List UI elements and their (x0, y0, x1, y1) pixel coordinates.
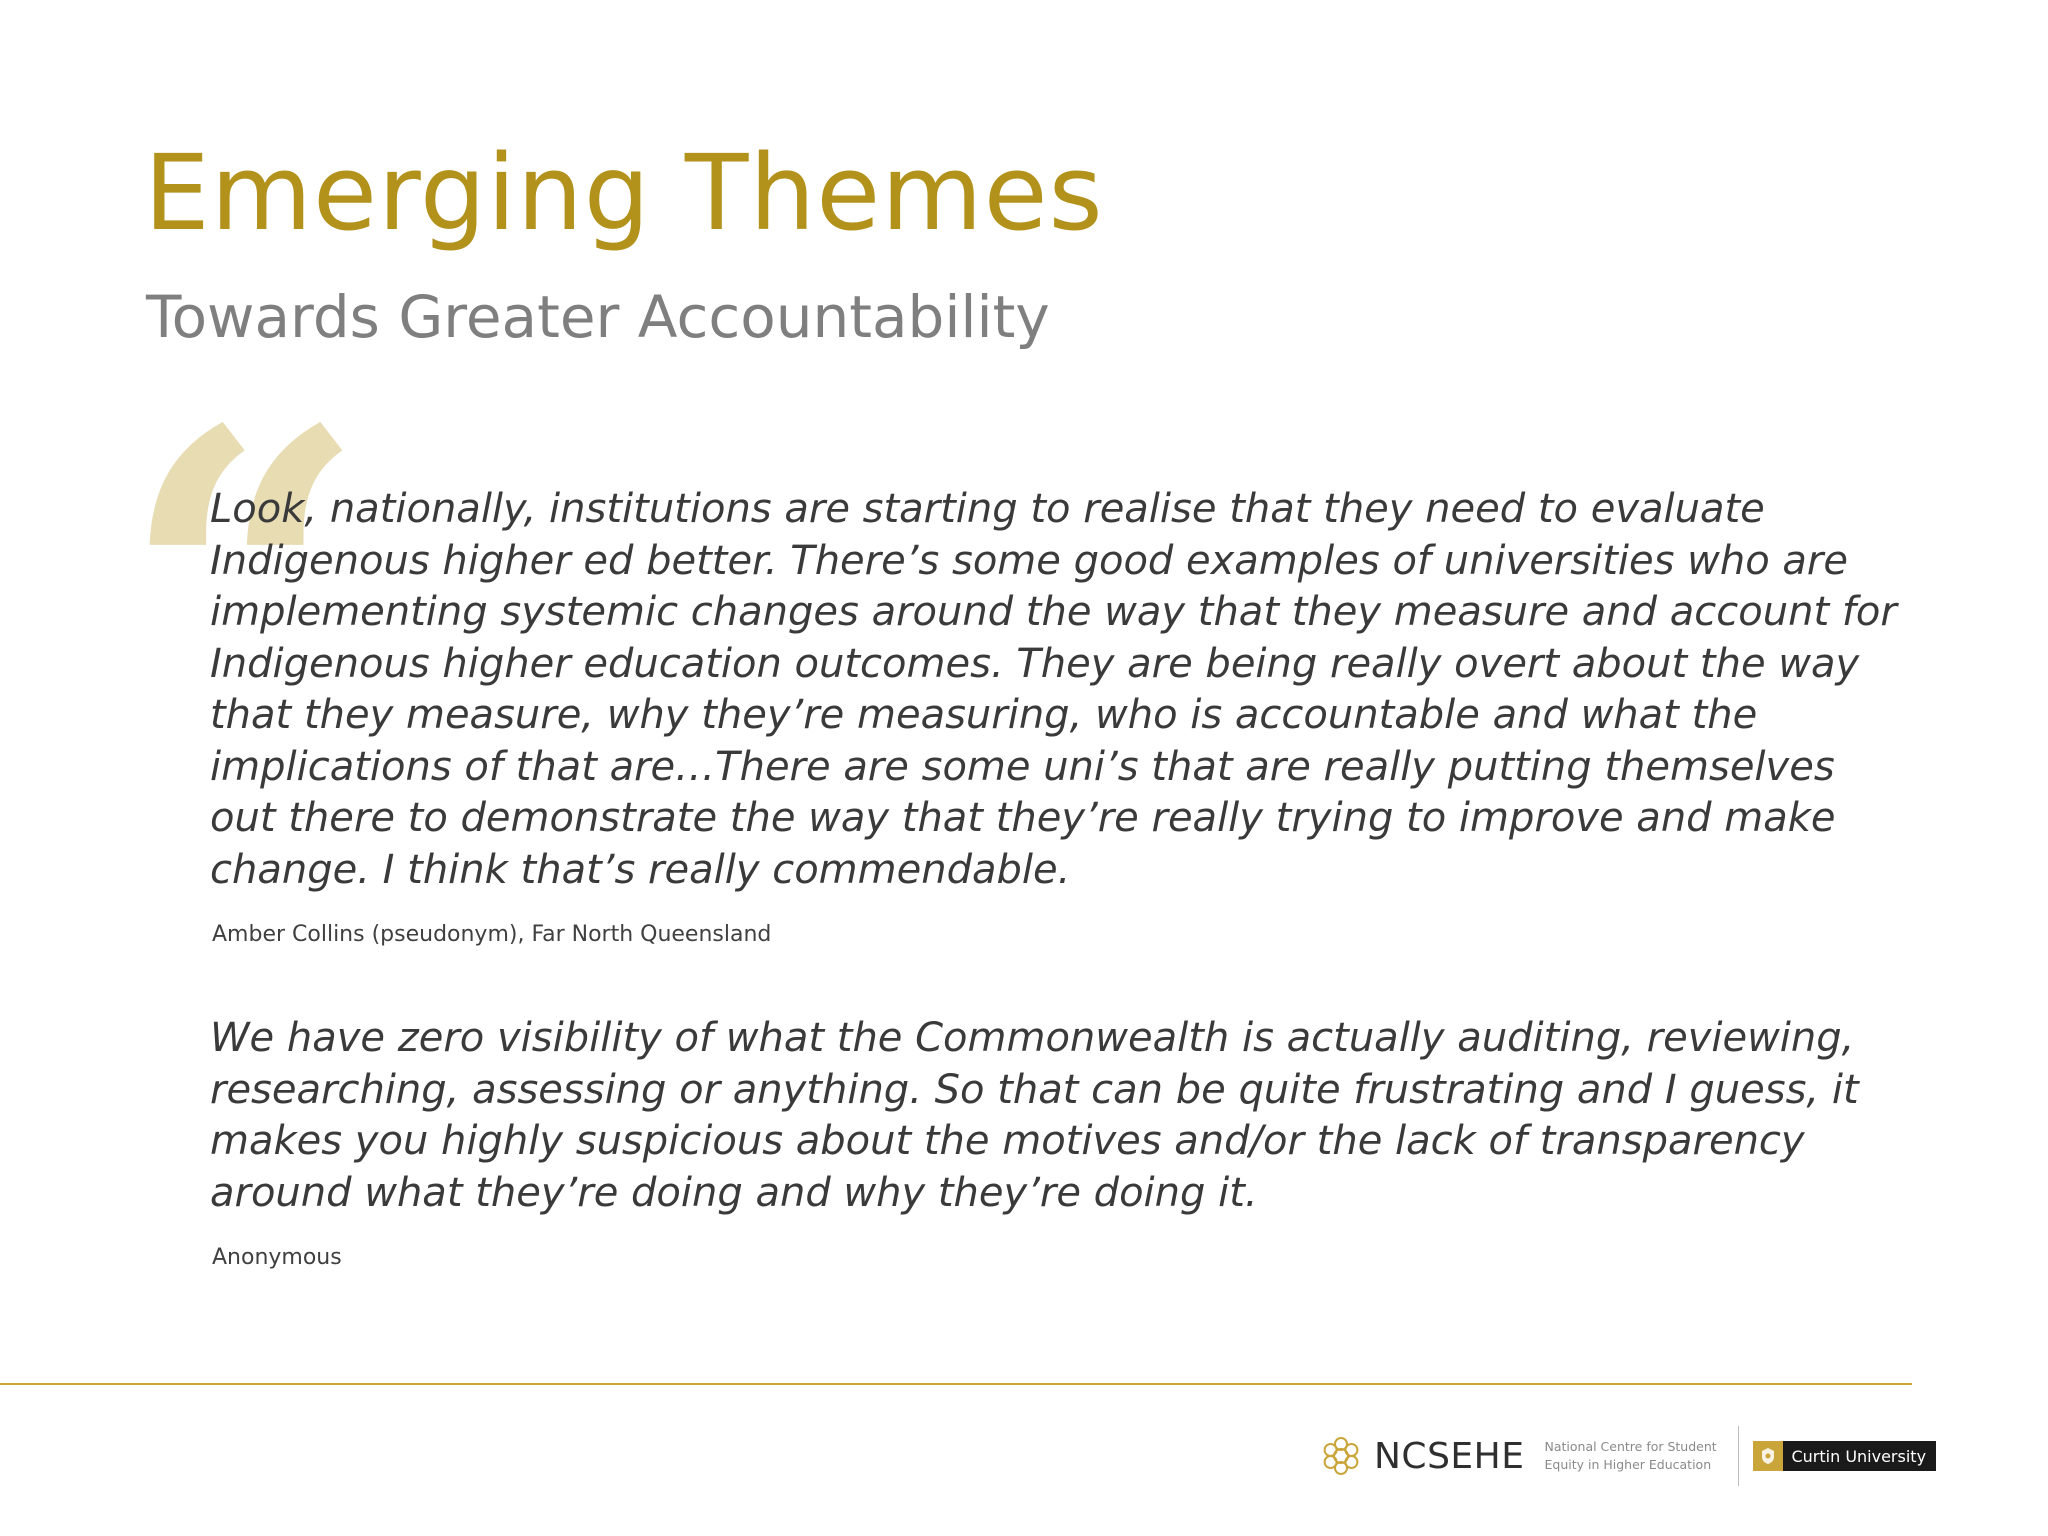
ncsehe-wordmark: NCSEHE (1374, 1435, 1525, 1477)
quote-mark-icon: “ (120, 338, 368, 843)
ncsehe-description-line: National Centre for Student (1544, 1438, 1717, 1454)
footer-divider (0, 1383, 1912, 1385)
quote-block (210, 1013, 1900, 1271)
logo-divider (1738, 1426, 1739, 1486)
curtin-wordmark: Curtin University (1791, 1446, 1927, 1466)
curtin-logo (1753, 1441, 1936, 1471)
quote-text: Look, nationally, institutions are starting to realise that they need to evaluate Indigenous higher ed better. There’s some good examples of universities who are implementing systemic changes around the way that they measure and account for Indigenous higher education outcomes. They are being really overt about the way that they measure, why they’re measuring, who is accountable and what the implications of that are…There are some uni’s that are really putting themselves out there to demonstrate the way that they’re really trying to improve and make change. I think that’s really commendable. (210, 486, 1897, 893)
quote-text: We have zero visibility of what the Commonwealth is actually auditing, reviewing, researching, assessing or anything. So that can be quite frustrating and I guess, it makes you highly suspicious about the motives and/or the lack of transparency around what they’re doing and why they’re doing it. (210, 1015, 1859, 1216)
ncsehe-emblem-icon (1318, 1433, 1364, 1479)
quote-attribution: Amber Collins (pseudonym), Far North Queensland (212, 922, 772, 947)
ncsehe-description (1544, 1438, 1724, 1474)
curtin-crest-icon (1753, 1441, 1783, 1471)
quote-attribution: Anonymous (212, 1245, 342, 1270)
footer-logos (1318, 1424, 1936, 1488)
slide-title: Emerging Themes (144, 132, 1104, 254)
slide-subtitle: Towards Greater Accountability (146, 283, 1050, 351)
ncsehe-description-line: Equity in Higher Education (1544, 1457, 1712, 1472)
quote-block (210, 484, 1900, 948)
